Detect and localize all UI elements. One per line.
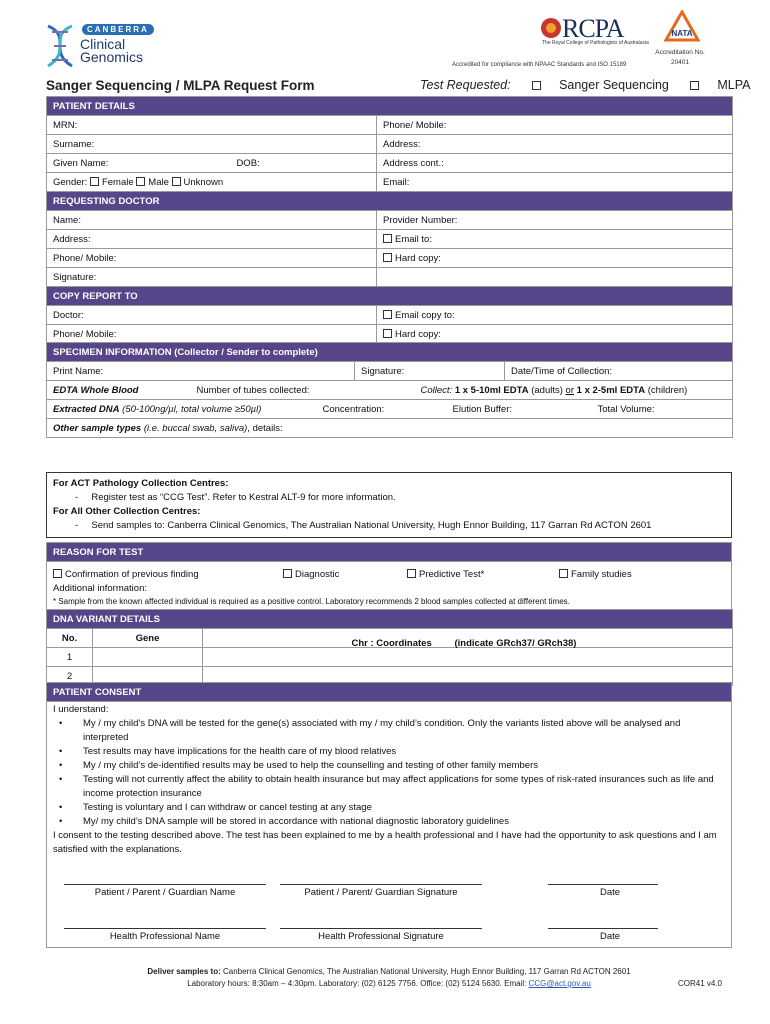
doctor-signature-field[interactable]: Signature: xyxy=(47,268,377,287)
specimen-section xyxy=(46,342,733,438)
col-no-header: No. xyxy=(47,629,93,648)
rcpa-emblem-icon xyxy=(540,16,562,40)
col-gene-header: Gene xyxy=(93,629,203,648)
section-header: COPY REPORT TO xyxy=(47,287,733,306)
predictive-option[interactable]: Predictive Test* xyxy=(407,568,484,581)
mlpa-checkbox[interactable] xyxy=(690,81,699,90)
additional-info-field[interactable]: Additional information: xyxy=(53,583,147,594)
male-checkbox[interactable] xyxy=(136,177,145,186)
surname-field[interactable]: Surname: xyxy=(47,135,377,154)
provider-number-field[interactable]: Provider Number: xyxy=(377,211,733,230)
col-coord-header: Chr : Coordinates (indicate GRch37/ GRch38) xyxy=(203,629,733,648)
phone-field[interactable]: Phone/ Mobile: xyxy=(377,116,733,135)
accreditation-statement: Accredited for compliance with NPAAC Standards and ISO 15189 xyxy=(452,62,627,68)
hp-signature-label: Health Professional Signature xyxy=(318,931,444,942)
diagnostic-option[interactable]: Diagnostic xyxy=(283,568,339,581)
email-to-checkbox[interactable] xyxy=(383,234,392,243)
collector-signature-field[interactable]: Signature: xyxy=(355,362,505,381)
elution-buffer-field[interactable]: Elution Buffer: xyxy=(452,403,513,415)
confirmation-checkbox[interactable] xyxy=(53,569,62,578)
doctor-phone-field[interactable]: Phone/ Mobile: xyxy=(47,249,377,268)
print-name-field[interactable]: Print Name: xyxy=(47,362,355,381)
patient-date-line[interactable] xyxy=(548,884,658,885)
email-to-option[interactable]: Email to: xyxy=(377,230,733,249)
predictive-checkbox[interactable] xyxy=(407,569,416,578)
test-requested: Test Requested: Sanger Sequencing MLPA xyxy=(420,78,751,92)
section-header: DNA VARIANT DETAILS xyxy=(47,610,733,629)
consent-item: • Testing will not currently affect the ability to obtain health insurance but may affect applications for some types of risk-rated insurances such as life and income protection insurance xyxy=(53,773,725,801)
coordinates-input[interactable] xyxy=(203,648,733,667)
copy-doctor-field[interactable]: Doctor: xyxy=(47,306,377,325)
form-title: Sanger Sequencing / MLPA Request Form xyxy=(46,78,315,93)
canberra-clinical-genomics-logo xyxy=(44,22,164,72)
consent-item: • Testing is voluntary and I can withdraw or cancel testing at any stage xyxy=(53,801,725,815)
email-copy-option[interactable]: Email copy to: xyxy=(377,306,733,325)
total-volume-field[interactable]: Total Volume: xyxy=(597,403,655,415)
accreditation-number: Accreditation No. 20401 xyxy=(655,49,705,66)
consent-item: • Test results may have implications for the health care of my blood relatives xyxy=(53,745,725,759)
consent-list xyxy=(53,717,725,829)
family-studies-checkbox[interactable] xyxy=(559,569,568,578)
patient-signature-label: Patient / Parent/ Guardian Signature xyxy=(304,887,458,898)
doctor-name-field[interactable]: Name: xyxy=(47,211,377,230)
footer: Deliver samples to: Canberra Clinical Genomics, The Australian National University, Hugh Ennor Building, 117 Garran Rd ACTON 2601 Laboratory hours: 8:30am – 4:30pm. Laboratory: (02) 6125 7756. Office: (02) 5124 5630. Email: CCG@act.gov.au COR41 v4.0 xyxy=(147,967,722,988)
consent-statement: I consent to the testing described above. The test has been explained to me by a health professional and I have had the opportunity to ask questions and I am satisfied with the explanations. xyxy=(53,830,717,855)
variant-row-number: 1 xyxy=(47,648,93,667)
patient-date-label: Date xyxy=(599,887,621,898)
section-header: REASON FOR TEST xyxy=(47,543,732,562)
address-field[interactable]: Address: xyxy=(377,135,733,154)
section-header: PATIENT DETAILS xyxy=(47,97,733,116)
variant-section xyxy=(46,609,733,686)
collection-centres-box: For ACT Pathology Collection Centres: - Register test as “CCG Test”. Refer to Kestral ALT-9 for more information. For All Other Collection Centres: - Send samples to: Canberra Clinical Genomics, The Australian National University, Hugh Ennor Building, 117 Garran Rd ACTON 2601 xyxy=(46,472,732,538)
hp-name-line[interactable] xyxy=(64,928,266,929)
family-studies-option[interactable]: Family studies xyxy=(559,568,632,581)
patient-details-section xyxy=(46,96,733,344)
logo-badge: CANBERRA xyxy=(82,24,154,35)
doctor-address-field[interactable]: Address: xyxy=(47,230,377,249)
hp-name-label: Health Professional Name xyxy=(109,931,221,942)
consent-item: • My / my child’s DNA will be tested for the gene(s) associated with my / my child’s condition. Only the variants listed above will be analysed and interpreted xyxy=(53,717,725,745)
tubes-field[interactable]: Number of tubes collected: xyxy=(196,384,310,396)
consent-item: • My/ my child’s DNA sample will be stored in accordance with national diagnostic laboratory guidelines xyxy=(53,815,725,829)
variant-row-number: 2 xyxy=(47,667,93,686)
section-header: PATIENT CONSENT xyxy=(47,683,732,702)
copy-hard-copy-option[interactable]: Hard copy: xyxy=(377,325,733,344)
dob-field[interactable]: DOB: xyxy=(236,157,260,169)
hard-copy-checkbox[interactable] xyxy=(383,253,392,262)
mrn-field[interactable]: MRN: xyxy=(47,116,377,135)
dna-row: Extracted DNA (50-100ng/µl, total volume ≥50µl) Concentration: Elution Buffer: Total Volume: xyxy=(47,400,733,419)
reason-footnote: * Sample from the known affected individual is required as a positive control. Laboratory recommends 2 blood samples collected at different times. xyxy=(53,597,570,606)
collection-datetime-field[interactable]: Date/Time of Collection: xyxy=(505,362,733,381)
copy-phone-field[interactable]: Phone/ Mobile: xyxy=(47,325,377,344)
hp-date-line[interactable] xyxy=(548,928,658,929)
nata-text: NATA xyxy=(671,29,693,38)
consent-section: I understand: • My / my child’s DNA will be tested for the gene(s) associated with my / my child’s condition. Only the variants listed above will be analysed and interpreted • Test results may have implications for the health care of my blood relatives • My / my child’s de-identified results may be used to help the counselling and testing of other family members • Testing will not currently affect the ability to obtain health insurance but may affect applications for some types of risk-rated insurances such as life and income protection insurance • Testing is voluntary and I can withdraw or cancel testing at any stage • My/ my child’s DNA sample will be stored in accordance with national diagnostic laboratory guidelines I consent to the testing described above. The test has been explained to me by a health professional and I have had the opportunity to ask questions and I am satisfied with the explanations. xyxy=(46,700,732,948)
consent-header xyxy=(46,682,732,702)
email-copy-checkbox[interactable] xyxy=(383,310,392,319)
confirmation-option[interactable]: Confirmation of previous finding xyxy=(53,568,199,581)
nata-logo xyxy=(664,10,700,46)
logo-text: Clinical Genomics xyxy=(80,36,144,65)
address-cont-field[interactable]: Address cont.: xyxy=(377,154,733,173)
rcpa-logo: RCPA The Royal College of Pathologists of Australasia xyxy=(542,14,649,46)
concentration-field[interactable]: Concentration: xyxy=(322,403,385,415)
female-checkbox[interactable] xyxy=(90,177,99,186)
diagnostic-checkbox[interactable] xyxy=(283,569,292,578)
nata-triangle-icon xyxy=(664,10,700,46)
hard-copy-option[interactable]: Hard copy: xyxy=(377,249,733,268)
section-header: SPECIMEN INFORMATION (Collector / Sender to complete) xyxy=(47,343,733,362)
edta-row: EDTA Whole Blood Number of tubes collected: Collect: 1 x 5-10ml EDTA (adults) or 1 x 2-5ml EDTA (children) xyxy=(47,381,733,400)
patient-name-line[interactable] xyxy=(64,884,266,885)
hp-signature-line[interactable] xyxy=(280,928,482,929)
email-link[interactable]: CCG@act.gov.au xyxy=(528,979,591,988)
gene-input[interactable] xyxy=(93,648,203,667)
unknown-checkbox[interactable] xyxy=(172,177,181,186)
other-sample-field[interactable]: Other sample types (i.e. buccal swab, saliva), details: xyxy=(47,419,733,438)
email-field[interactable]: Email: xyxy=(377,173,733,192)
sanger-checkbox[interactable] xyxy=(532,81,541,90)
copy-hard-copy-checkbox[interactable] xyxy=(383,329,392,338)
gender-field: Gender: Female Male Unknown xyxy=(47,173,377,192)
patient-signature-line[interactable] xyxy=(280,884,482,885)
given-name-field[interactable]: Given Name: DOB: xyxy=(47,154,377,173)
patient-name-label: Patient / Parent / Guardian Name xyxy=(94,887,236,898)
consent-item: • My / my child’s de-identified results may be used to help the counselling and testing of other family members xyxy=(53,759,725,773)
document-code: COR41 v4.0 xyxy=(677,979,722,988)
hp-date-label: Date xyxy=(599,931,621,942)
dna-helix-icon xyxy=(44,22,78,70)
section-header: REQUESTING DOCTOR xyxy=(47,192,733,211)
